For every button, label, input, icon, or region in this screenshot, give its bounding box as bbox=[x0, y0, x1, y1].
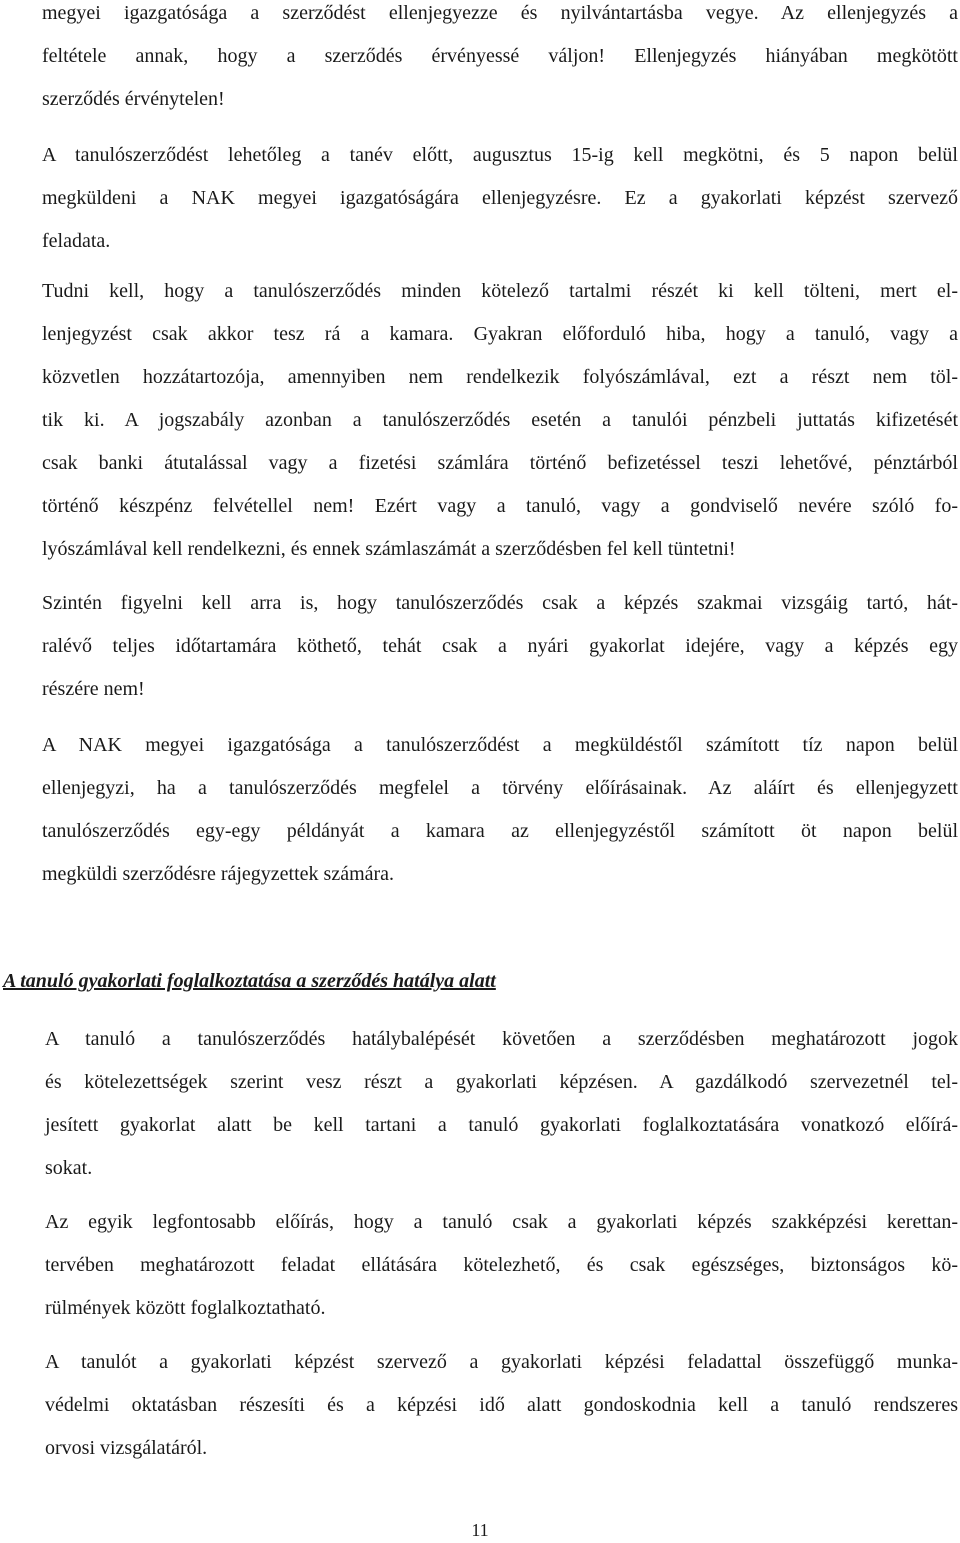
paragraph-munkavedelem bbox=[45, 1341, 958, 1470]
text-line: orvosi vizsgálatáról. bbox=[45, 1437, 208, 1459]
text-line: és kötelezettségek szerint vesz részt a gyakorlati képzésen. A gazdálkodó szervezetnél tel- bbox=[45, 1071, 958, 1093]
text-line: szerződés érvénytelen! bbox=[42, 88, 225, 110]
text-line: védelmi oktatásban részesíti és a képzési idő alatt gondoskodnia kell a tanuló rendszeres bbox=[45, 1394, 958, 1416]
text-line: A NAK megyei igazgatósága a tanulószerződést a megküldéstől számított tíz napon belül bbox=[42, 734, 958, 756]
text-line: feladata. bbox=[42, 230, 111, 252]
text-line: tanulószerződés egy-egy példányát a kamara az ellenjegyzéstől számított öt napon belül bbox=[42, 820, 958, 842]
paragraph-ellenjegyzes-feltetele bbox=[42, 0, 958, 121]
text-line: A tanuló a tanulószerződés hatálybalépését követően a szerződésben meghatározott jogok bbox=[45, 1028, 958, 1050]
text-line: megküldi szerződésre rájegyzettek számára. bbox=[42, 863, 395, 885]
text-line: A tanulót a gyakorlati képzést szervező a gyakorlati képzési feladattal összefüggő munka- bbox=[45, 1351, 958, 1373]
paragraph-jogok-kotelezettsegek bbox=[45, 1018, 958, 1190]
text-line: feltétele annak, hogy a szerződés érvényessé váljon! Ellenjegyzés hiányában megkötött bbox=[42, 45, 958, 67]
text-line: történő készpénz felvétellel nem! Ezért vagy a tanuló, vagy a gondviselő nevére szóló fo- bbox=[42, 495, 958, 517]
text-line: lyószámlával kell rendelkezni, és ennek számlaszámát a szerződésben fel kell tüntetni! bbox=[42, 538, 736, 560]
text-line: tervében meghatározott feladat ellátására kötelezhető, és csak egészséges, biztonságos kö- bbox=[45, 1254, 958, 1276]
paragraph-legfontosabb-eloiras bbox=[45, 1201, 958, 1330]
text-line: csak banki átutalással vagy a fizetési számlára történő befizetéssel teszi lehetővé, pénztárból bbox=[42, 452, 958, 474]
text-line: rülmények között foglalkoztatható. bbox=[45, 1297, 326, 1319]
text-line: Szintén figyelni kell arra is, hogy tanulószerződés csak a képzés szakmai vizsgáig tartó, hát- bbox=[42, 592, 958, 614]
text-line: közvetlen hozzátartozója, amennyiben nem rendelkezik folyószámlával, ezt a részt nem töl- bbox=[42, 366, 958, 388]
text-line: megküldeni a NAK megyei igazgatóságára ellenjegyzésre. Ez a gyakorlati képzést szervező bbox=[42, 187, 958, 209]
text-line: ellenjegyzi, ha a tanulószerződés megfelel a törvény előírásainak. Az aláírt és ellenjegyzett bbox=[42, 777, 958, 799]
section-heading: A tanuló gyakorlati foglalkoztatása a szerződés hatálya alatt bbox=[3, 970, 496, 992]
text-line: részére nem! bbox=[42, 678, 145, 700]
paragraph-nak-ellenjegyzes bbox=[42, 724, 958, 896]
text-line: Tudni kell, hogy a tanulószerződés minden kötelező tartalmi részét ki kell tölteni, mert el- bbox=[42, 280, 958, 302]
paragraph-szerzodes-megkotese bbox=[42, 134, 958, 263]
text-line: A tanulószerződést lehetőleg a tanév előtt, augusztus 15-ig kell megkötni, és 5 napon belül bbox=[42, 144, 958, 166]
paragraph-kotelezo-tartalom bbox=[42, 270, 958, 571]
text-line: megyei igazgatósága a szerződést ellenjegyezze és nyilvántartásba vegye. Az ellenjegyzés a bbox=[42, 2, 958, 24]
text-line: Az egyik legfontosabb előírás, hogy a tanuló csak a gyakorlati képzés szakképzési kerettan- bbox=[45, 1211, 958, 1233]
text-line: sokat. bbox=[45, 1157, 93, 1179]
page-number: 11 bbox=[471, 1520, 489, 1540]
text-line: lenjegyzést csak akkor tesz rá a kamara. Gyakran előforduló hiba, hogy a tanuló, vagy a bbox=[42, 323, 958, 345]
paragraph-idotartam bbox=[42, 582, 958, 711]
text-line: jesített gyakorlat alatt be kell tartani a tanuló gyakorlati foglalkoztatására vonatkozó előírá- bbox=[45, 1114, 958, 1136]
text-line: ralévő teljes időtartamára köthető, tehát csak a nyári gyakorlat idejére, vagy a képzés egy bbox=[42, 635, 958, 657]
text-line: tik ki. A jogszabály azonban a tanulószerződés esetén a tanulói pénzbeli juttatás kifizetését bbox=[42, 409, 958, 431]
